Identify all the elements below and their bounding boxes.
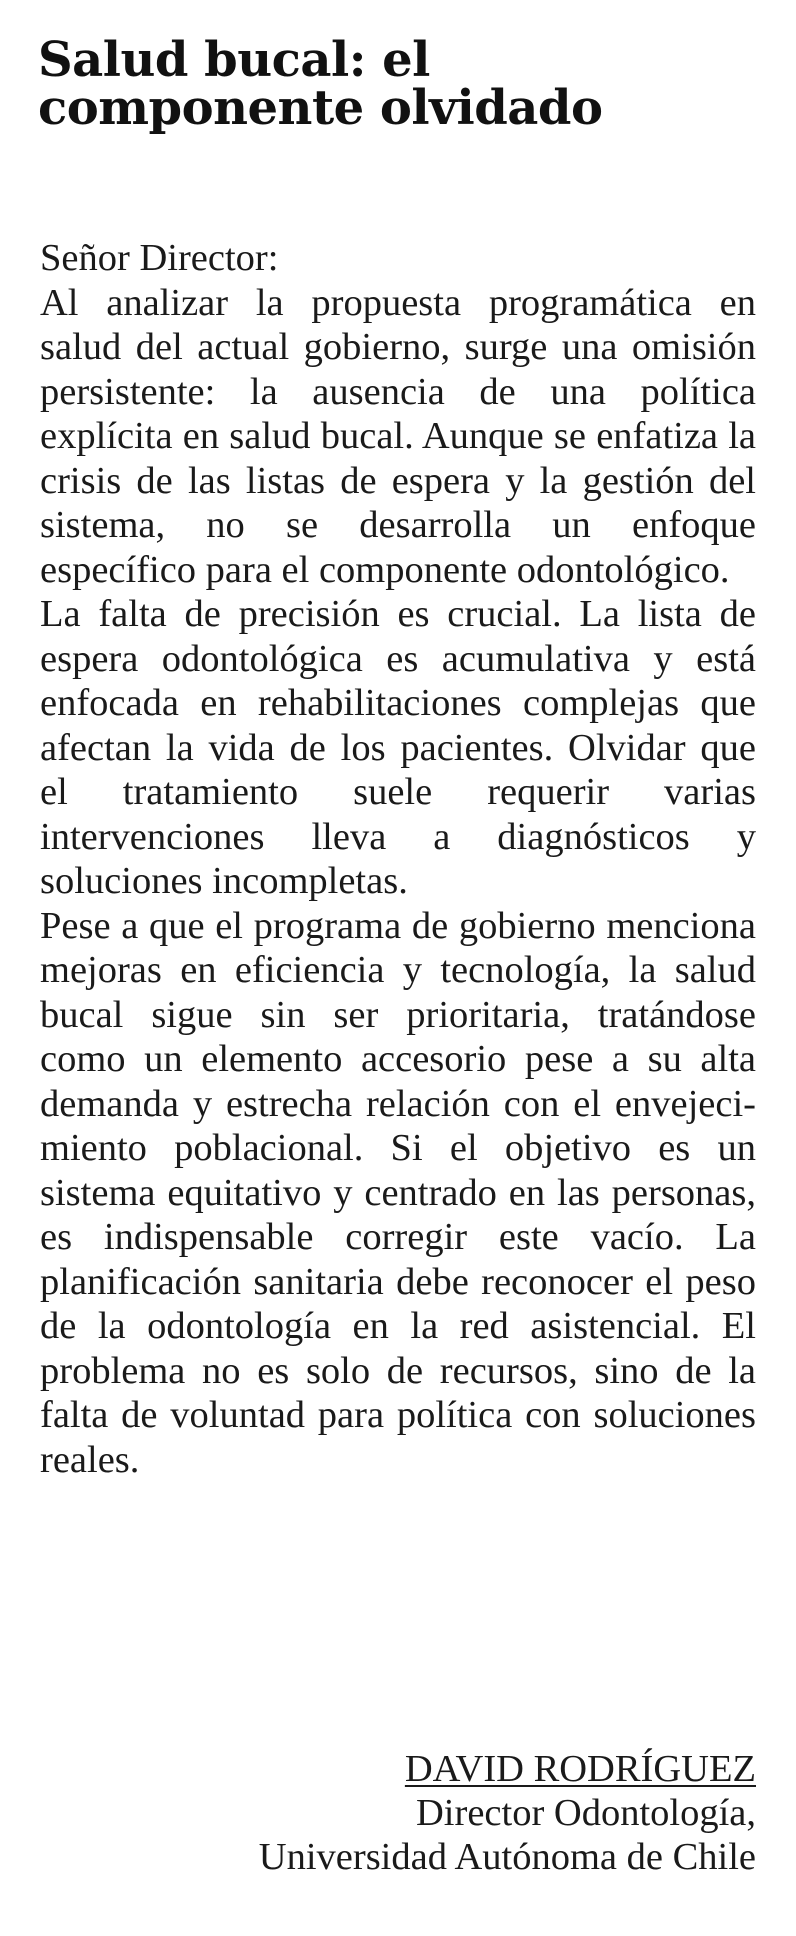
- author-name: DAVID RODRÍGUEZ: [404, 1748, 756, 1790]
- author-role: Director Odontología,: [416, 1792, 756, 1834]
- salutation: Señor Director:: [40, 237, 279, 279]
- paragraph-2: La falta de precisión es crucial. La lista de espera odontológica es acumulativa y está enfocada en rehabilitaciones complejas que afectan la vida de los pacientes. Olvidar que el tratamiento suele requerir varias intervenciones lleva a diagnósticos y soluciones incompletas.: [40, 593, 756, 902]
- article-title-line-1: Salud bucal: el: [38, 32, 430, 88]
- article-title-line-2: componente olvidado: [38, 80, 603, 136]
- paragraph-3: Pese a que el programa de gobierno menciona mejoras en eficiencia y tecnología, la salud bucal sigue sin ser prioritaria, tratándose como un elemento accesorio pese a su alta demanda y estrecha relación con el envejecimiento poblacional. Si el objetivo es un sistema equitativo y centrado en las personas, es indispensable corregir este vacío. La planificación sanitaria debe reconocer el peso de la odontología en la red asistencial. El problema no es solo de recursos, sino de la falta de voluntad para política con soluciones reales.: [40, 904, 756, 1481]
- signature-block: [40, 1747, 756, 1879]
- article-title: [38, 32, 758, 136]
- author-institution: Universidad Autónoma de Chile: [258, 1836, 756, 1878]
- letter-body: [40, 236, 756, 1482]
- paragraph-1: Al analizar la propuesta programática en salud del actual gobierno, surge una omisión persistente: la ausencia de una política explícita en salud bucal. Aunque se enfatiza la crisis de las listas de espera y la gestión del sistema, no se desarrolla un enfoque específico para el componente odontológico.: [40, 281, 756, 591]
